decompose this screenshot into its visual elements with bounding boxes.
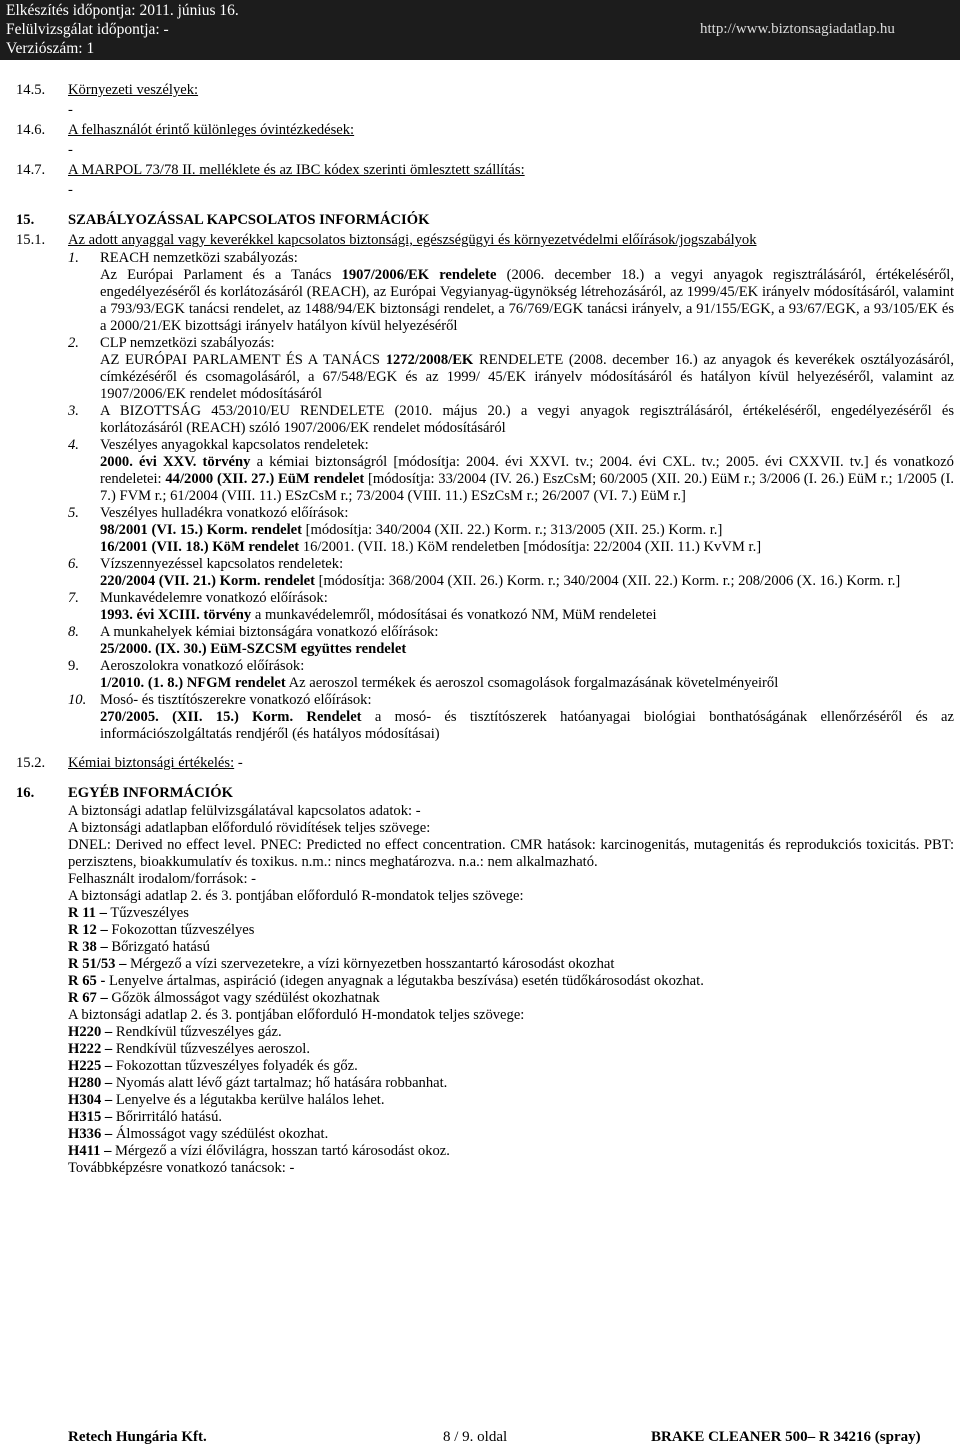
regulation-item	[68, 250, 954, 335]
item-body: Az Európai Parlament és a Tanács 1907/2006/EK rendelete (2006. december 18.) a vegyi anyagok regisztrálásáról, értékeléséről, engedélyezéséről és korlátozásáról (REACH), az Európai Vegyianyag-ügynökség létrehozásáról, az 1999/45/EK irányelv módosításáról, valamint a 793/93/EGK tanácsi rendelet, az 1488/94/EK biztonsági rendelet, a 76/769/EGK tanácsi irányelv, a 91/155/EGK, a 93/67/EGK, a 93/105/EK és a 2000/21/EK bizottsági irányelv hatályon kívül helyezéséről	[100, 267, 955, 334]
document-header	[0, 0, 960, 60]
phrase-separator: –	[100, 990, 108, 1006]
item-number: 2.	[68, 335, 79, 351]
section-15-1	[0, 230, 960, 250]
section-number: 14.5.	[16, 82, 46, 98]
section-title: A MARPOL 73/78 II. melléklete és az IBC kódex szerinti ömlesztett szállítás:	[68, 162, 525, 178]
item-title: REACH nemzetközi szabályozás:	[100, 250, 298, 266]
item-number: 8.	[68, 624, 79, 640]
item-number: 5.	[68, 505, 79, 521]
item-title: Vízszennyezéssel kapcsolatos rendeletek:	[100, 556, 344, 572]
h-phrase-row	[68, 1092, 954, 1109]
footer-page-number: 8 / 9. oldal	[443, 1429, 508, 1445]
phrase-text: Fokozottan tűzveszélyes folyadék és gőz.	[115, 1058, 358, 1074]
item-body: 2000. évi XXV. törvény a kémiai biztonságról [módosítja: 2004. évi XXVI. tv.; 2004. évi CXL. tv.; 2005. évi CXXVII. tv.] és vonatkozó rendeletei: 44/2000 (XII. 27.) EüM rendelet [módosítja: 33/2004 (IV. 26.) EszCsM; 60/2005 (XII. 20.) EüM r.; 3/2006 (I. 26.) EüM r.; 1/2005 (I. 7.) FVM r.; 61/2004 (VIII. 11.) ESzCsM r.; 73/2004 (VIII. 11.) ESzCsM r.; 26/2007 (VI. 7.) EüM r.]	[100, 454, 954, 504]
r-phrase-row	[68, 956, 954, 973]
section-number: 16.	[16, 785, 35, 801]
phrase-text: Nyomás alatt lévő gázt tartalmaz; hő hatására robbanhat.	[115, 1075, 448, 1091]
r-phrase-row	[68, 990, 954, 1007]
regulations-list	[68, 250, 954, 743]
phrase-code: R 51/53	[68, 956, 116, 972]
created-date: Elkészítés időpontja: 2011. június 16.	[6, 2, 239, 19]
h-phrase-row	[68, 1143, 954, 1160]
review-info-line: A biztonsági adatlap felülvizsgálatával kapcsolatos adatok: -	[68, 803, 421, 819]
document-footer	[0, 1428, 960, 1447]
regulation-item	[68, 624, 954, 658]
version-number: Verziószám: 1	[6, 40, 95, 57]
phrase-text: Álmosságot vagy szédülést okozhat.	[115, 1126, 329, 1142]
header-url-link[interactable]: http://www.biztonsagiadatlap.hu	[700, 21, 895, 37]
phrase-code: H222	[68, 1041, 102, 1057]
item-title: A munkahelyek kémiai biztonságára vonatkozó előírások:	[100, 624, 439, 640]
phrase-code: R 38	[68, 939, 97, 955]
phrase-text: Fokozottan tűzveszélyes	[111, 922, 255, 938]
h-phrase-row	[68, 1126, 954, 1143]
item-title: CLP nemzetközi szabályozás:	[100, 335, 275, 351]
section-heading: EGYÉB INFORMÁCIÓK	[68, 785, 233, 801]
header-info	[6, 1, 239, 58]
item-body: AZ EURÓPAI PARLAMENT ÉS A TANÁCS 1272/2008/EK RENDELETE (2008. december 16.) az anyagok és keverékek osztályozásáról, címkézéséről és csomagolásáról, a 67/548/EGK és az 1999/ 45/EK irányelv módosításáról és hatályon kívül helyezéséről, valamint az 1907/2006/EK rendelet módosításáról	[100, 352, 955, 402]
item-body: 16/2001 (VII. 18.) KöM rendelet 16/2001. (VII. 18.) KöM rendeletben [módosítja: 22/2004 (XII. 11.) KvVM r.]	[100, 539, 762, 555]
phrase-separator: –	[104, 1058, 113, 1074]
section-15-2	[0, 753, 960, 773]
r-phrase-row	[68, 973, 954, 990]
regulation-item	[68, 590, 954, 624]
item-body: 270/2005. (XII. 15.) Korm. Rendelet a mosó- és tisztítószerek hatóanyagai biológiai bonthatóságának ellenőrzéséről és az információszolgáltatás rendjéről (és hatályos módosításai)	[100, 709, 954, 742]
other-info	[68, 803, 954, 1177]
footer-product: BRAKE CLEANER 500– R 34216 (spray)	[651, 1429, 921, 1445]
phrase-code: R 11	[68, 905, 96, 921]
section-title: Kémiai biztonsági értékelés:	[68, 755, 235, 771]
phrase-code: H280	[68, 1075, 102, 1091]
r-phrase-row	[68, 922, 954, 939]
section-heading: SZABÁLYOZÁSSAL KAPCSOLATOS INFORMÁCIÓK	[68, 212, 430, 228]
phrase-separator: –	[104, 1075, 113, 1091]
item-title: Veszélyes anyagokkal kapcsolatos rendeletek:	[100, 437, 369, 453]
item-number: 10.	[68, 692, 87, 708]
item-body: 1993. évi XCIII. törvény a munkavédelemről, módosításai és vonatkozó NM, MüM rendeletei	[100, 607, 657, 623]
section-title: A felhasználót érintő különleges óvintézkedések:	[68, 122, 355, 138]
phrase-code: H304	[68, 1092, 102, 1108]
section-title: Az adott anyaggal vagy keverékkel kapcsolatos biztonsági, egészségügyi és környezetvédelmi előírások/jogszabályok	[68, 232, 757, 248]
phrase-code: H336	[68, 1126, 102, 1142]
document-body	[0, 80, 960, 1177]
section-15	[0, 210, 960, 230]
regulation-item	[68, 505, 954, 556]
regulation-item	[68, 556, 954, 590]
section-value: -	[237, 755, 243, 771]
phrase-code: H315	[68, 1109, 102, 1125]
phrase-text: Bőrirritáló hatású.	[115, 1109, 223, 1125]
r-phrases-list	[68, 905, 954, 1007]
h-phrases-heading: A biztonsági adatlap 2. és 3. pontjában előforduló H-mondatok teljes szövege:	[68, 1007, 525, 1023]
r-phrase-row	[68, 939, 954, 956]
regulation-item	[68, 403, 954, 437]
item-number: 3.	[68, 403, 79, 419]
item-number: 7.	[68, 590, 79, 606]
r-phrase-row	[68, 905, 954, 922]
phrase-code: H220	[68, 1024, 102, 1040]
item-body: 220/2004 (VII. 21.) Korm. rendelet [módosítja: 368/2004 (XII. 26.) Korm. r.; 340/2004 (XII. 22.) Korm. r.; 208/2006 (X. 16.) Korm. r.]	[100, 573, 901, 589]
literature-line: Felhasznált irodalom/források: -	[68, 871, 257, 887]
section-16	[0, 783, 960, 803]
phrase-separator: –	[104, 1024, 113, 1040]
item-title: Munkavédelemre vonatkozó előírások:	[100, 590, 328, 606]
h-phrase-row	[68, 1041, 954, 1058]
section-number: 15.1.	[16, 232, 46, 248]
phrase-code: H411	[68, 1143, 101, 1159]
phrase-separator: –	[100, 922, 108, 938]
item-title: Veszélyes hulladékra vonatkozó előírások:	[100, 505, 349, 521]
section-value: -	[68, 102, 73, 118]
footer-company: Retech Hungária Kft.	[68, 1429, 207, 1445]
section-number: 14.7.	[16, 162, 46, 178]
item-title: A BIZOTTSÁG 453/2010/EU RENDELETE (2010. május 20.) a vegyi anyagok regisztrálásáról, értékeléséről, engedélyezéséről és korlátozásáról (REACH) szóló 1907/2006/EK rendelet módosításáról	[100, 403, 954, 436]
item-body: 25/2000. (IX. 30.) EüM-SZCSM együttes rendelet	[100, 641, 407, 657]
phrase-code: R 12	[68, 922, 97, 938]
item-body: 98/2001 (VI. 15.) Korm. rendelet [módosítja: 340/2004 (XII. 22.) Korm. r.; 313/2005 (XII. 25.) Korm. r.]	[100, 522, 723, 538]
section-title: Környezeti veszélyek:	[68, 82, 199, 98]
phrase-separator: –	[99, 905, 107, 921]
item-body: 1/2010. (1. 8.) NFGM rendelet Az aeroszol termékek és aeroszol csomagolások forgalmazásának követelményeiről	[100, 675, 779, 691]
phrase-text: Lenyelve ártalmas, aspiráció (idegen anyagnak a légutakba beszívása) esetén tüdőkárosodást okozhat.	[108, 973, 704, 989]
training-line: Továbbképzésre vonatkozó tanácsok: -	[68, 1160, 295, 1176]
review-date: Felülvizsgálat időpontja: -	[6, 21, 169, 38]
phrase-separator: –	[104, 1092, 113, 1108]
h-phrases-list	[68, 1024, 954, 1160]
abbreviations-heading: A biztonsági adatlapban előforduló rövidítések teljes szövege:	[68, 820, 431, 836]
phrase-separator: –	[104, 1109, 113, 1125]
item-title: Mosó- és tisztítószerekre vonatkozó előírások:	[100, 692, 372, 708]
phrase-separator: –	[104, 1041, 113, 1057]
item-number: 6.	[68, 556, 79, 572]
phrase-code: R 67	[68, 990, 97, 1006]
item-number: 9.	[68, 658, 79, 674]
phrase-text: Mérgező a vízi élővilágra, hosszan tartó károsodást okoz.	[115, 1143, 450, 1159]
item-title: Aeroszolokra vonatkozó előírások:	[100, 658, 305, 674]
regulation-item	[68, 335, 954, 403]
phrase-separator: -	[100, 973, 106, 989]
phrase-separator: –	[104, 1143, 112, 1159]
section-value: -	[68, 182, 73, 198]
regulation-item	[68, 692, 954, 743]
phrase-text: Rendkívül tűzveszélyes gáz.	[115, 1024, 282, 1040]
section-number: 15.2.	[16, 755, 46, 771]
h-phrase-row	[68, 1075, 954, 1092]
h-phrase-row	[68, 1024, 954, 1041]
phrase-text: Lenyelve és a légutakba kerülve halálos lehet.	[115, 1092, 385, 1108]
section-14-6	[0, 120, 960, 160]
phrase-code: R 65	[68, 973, 97, 989]
abbreviations-text: DNEL: Derived no effect level. PNEC: Predicted no effect concentration. CMR hatások: karcinogenitás, mutagenitás és reprodukciós toxicitás. PBT: perzisztens, bioakkumulatív és toxikus. n.m.: nincs meghatározva. n.a.: nem alkalmazható.	[68, 837, 954, 870]
phrase-separator: –	[104, 1126, 113, 1142]
regulation-item	[68, 658, 954, 692]
section-14-7	[0, 160, 960, 200]
item-number: 4.	[68, 437, 79, 453]
section-number: 15.	[16, 212, 35, 228]
r-phrases-heading: A biztonsági adatlap 2. és 3. pontjában előforduló R-mondatok teljes szövege:	[68, 888, 524, 904]
section-value: -	[68, 142, 73, 158]
h-phrase-row	[68, 1109, 954, 1126]
section-number: 14.6.	[16, 122, 46, 138]
item-number: 1.	[68, 250, 79, 266]
phrase-text: Tűzveszélyes	[110, 905, 189, 921]
section-14-5	[0, 80, 960, 120]
phrase-separator: –	[100, 939, 108, 955]
phrase-separator: –	[119, 956, 127, 972]
phrase-text: Mérgező a vízi szervezetekre, a vízi környezetben hosszantartó károsodást okozhat	[130, 956, 615, 972]
phrase-code: H225	[68, 1058, 102, 1074]
h-phrase-row	[68, 1058, 954, 1075]
regulation-item	[68, 437, 954, 505]
phrase-text: Rendkívül tűzveszélyes aeroszol.	[115, 1041, 310, 1057]
phrase-text: Bőrizgató hatású	[111, 939, 210, 955]
phrase-text: Gőzök álmosságot vagy szédülést okozhatnak	[111, 990, 380, 1006]
